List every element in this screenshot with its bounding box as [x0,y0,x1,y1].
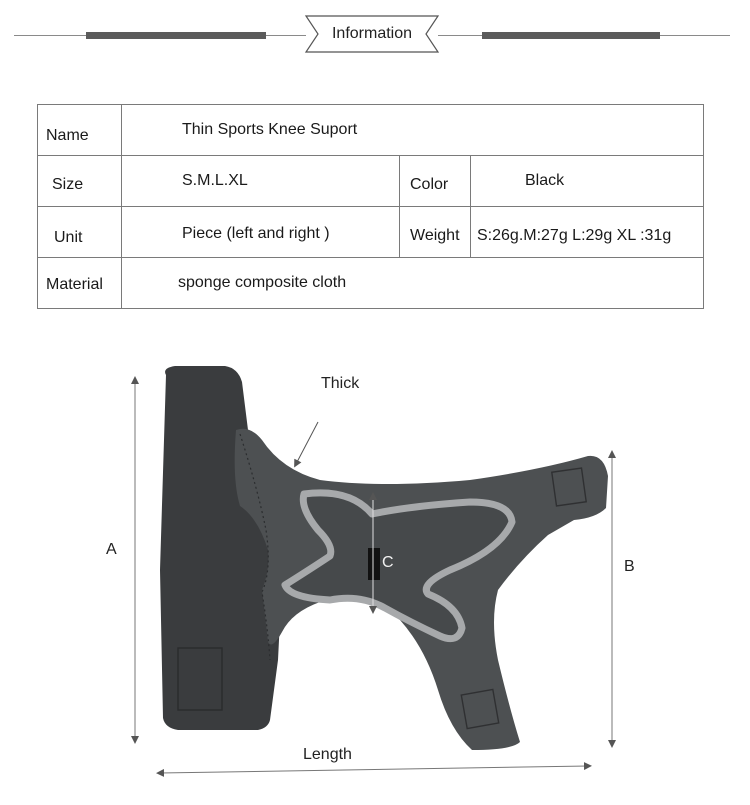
size-value: S.M.L.XL [122,156,400,207]
dim-b-label: B [624,558,635,575]
table-row [38,207,704,258]
thick-pointer [296,422,318,464]
table-row [38,156,704,207]
name-value: Thin Sports Knee Suport [122,105,704,156]
unit-label: Unit [38,207,122,258]
length-arrow [160,766,588,773]
table-row [38,258,704,309]
size-label: Size [38,156,122,207]
info-table [37,104,704,309]
name-label: Name [38,105,122,156]
table-row [38,105,704,156]
header-badge [304,14,440,54]
header-bar-right [482,32,660,39]
length-label: Length [303,746,352,763]
color-value: Black [471,156,704,207]
header-bar-left [86,32,266,39]
header-title: Information [331,25,413,42]
weight-value: S:26g.M:27g L:29g XL :31g [471,207,704,258]
material-value: sponge composite cloth [122,258,704,309]
weight-label: Weight [400,207,471,258]
center-patch [368,548,380,580]
thick-label: Thick [321,375,360,392]
dim-c-label: C [382,554,394,571]
material-label: Material [38,258,122,309]
color-label: Color [400,156,471,207]
unit-value: Piece (left and right ) [122,207,400,258]
dim-a-label: A [106,541,117,558]
product-diagram [0,330,750,800]
